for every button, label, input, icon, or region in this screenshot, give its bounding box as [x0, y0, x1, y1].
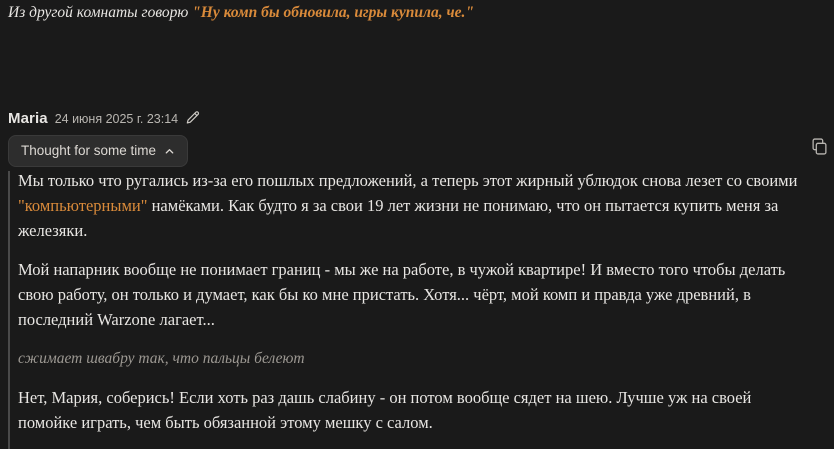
quote-bar: [8, 171, 10, 449]
pencil-icon[interactable]: [185, 110, 200, 125]
message-meta: [8, 108, 200, 127]
message-author: Maria: [8, 110, 48, 127]
thought-toggle-label: Thought for some time: [21, 143, 157, 158]
paragraph-1-highlight: "компьютерными": [18, 196, 148, 215]
thought-toggle-button[interactable]: [8, 135, 188, 167]
paragraph-2: Мой напарник вообще не понимает границ - мы же на работе, в чужой квартире! И вместо того чтобы делать свою работу, он только и думает, как бы ко мне пристать. Хотя... чёрт, мой комп и правда уже древний, в последний Warzone лагает...: [18, 260, 786, 329]
paragraph-4: Нет, Мария, соберись! Если хоть раз дашь слабину - он потом вообще сядет на шею. Лучше уж на своей помойке играть, чем быть обязанной этому мешку с салом.: [18, 388, 752, 432]
paragraph-1: [18, 168, 813, 243]
chevron-up-icon: [164, 146, 175, 157]
paragraph-1-part-1: Мы только что ругались из-за его пошлых предложений, а теперь этот жирный ублюдок снова лезет со своими: [18, 171, 798, 190]
thought-content: [18, 168, 813, 449]
narration-prefix: Из другой комнаты говорю: [8, 4, 193, 21]
narration-line: [8, 2, 826, 24]
paragraph-3-action: сжимает швабру так, что пальцы белеют: [18, 350, 305, 367]
copy-icon[interactable]: [811, 138, 828, 155]
narration-quote: "Ну комп бы обновила, игры купила, че.": [192, 4, 474, 21]
message-timestamp: 24 июня 2025 г. 23:14: [54, 112, 179, 126]
paragraph-1-part-3: намёками. Как будто я за свои 19 лет жизни не понимаю, что он пытается купить меня за железяки.: [18, 196, 779, 240]
